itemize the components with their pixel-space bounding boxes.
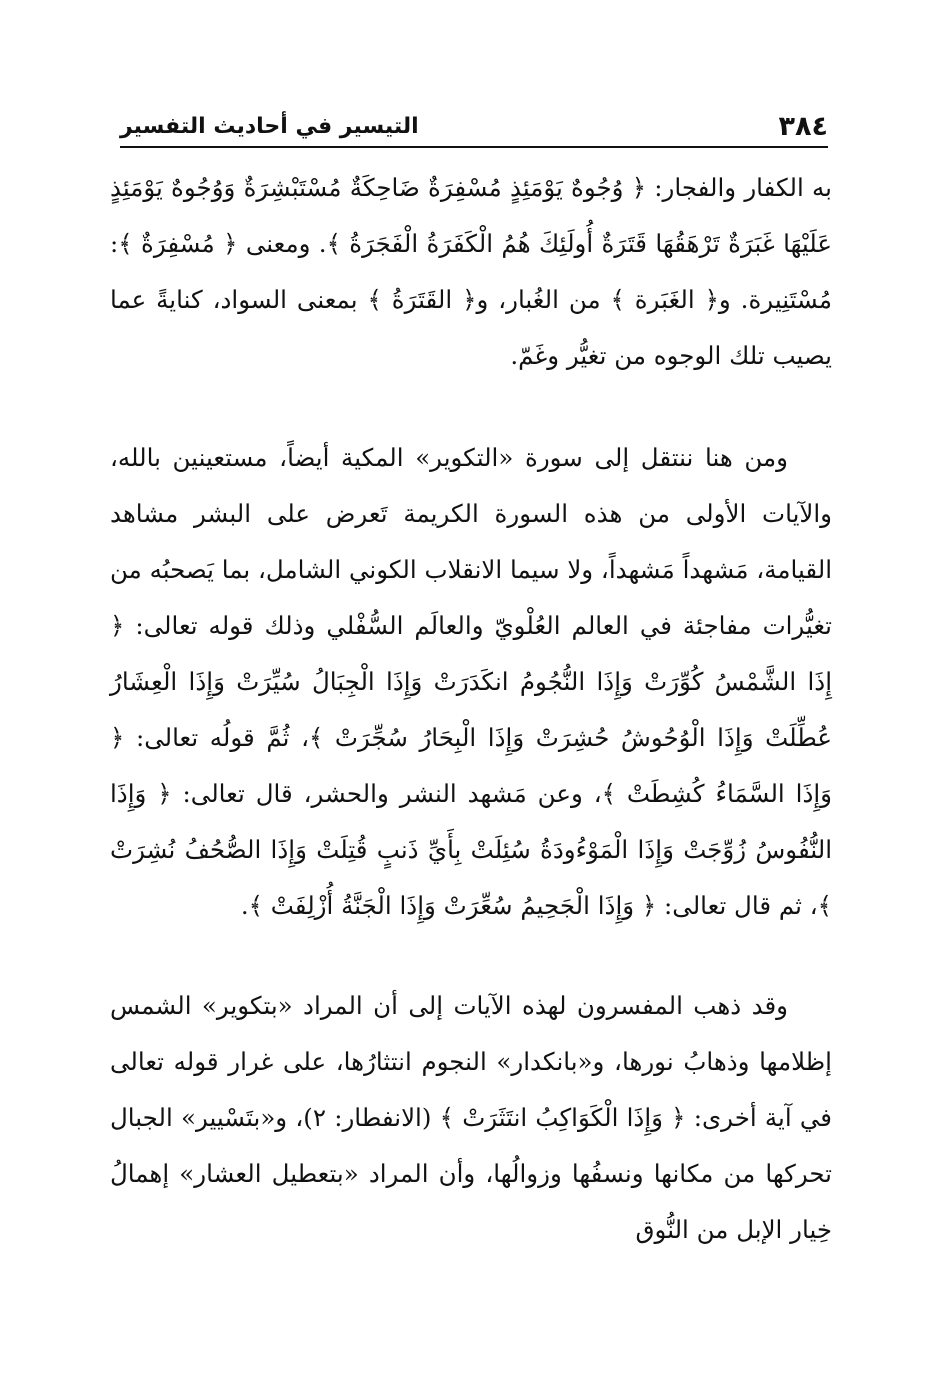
paragraph-3: وقد ذهب المفسرون لهذه الآيات إلى أن المراد «بتكوير» الشمس إظلامها وذهابُ نورها، و«بانكدار» النجوم انتثارُها، على غرار قوله تعالى في آية أخرى: ﴿ وَإِذَا الْكَوَاكِبُ انتَثَرَتْ ﴾ (الانفطار: ٢)، و«بتَسْيير» الجبال تحركها من مكانها ونسفُها وزوالُها، وأن المراد «بتعطيل العشار» إهمالُ خِيار الإبل من النُّوق	[110, 991, 832, 1244]
paragraph-1: به الكفار والفجار: ﴿ وُجُوهٌ يَوْمَئِذٍ مُسْفِرَةٌ ضَاحِكَةٌ مُسْتَبْشِرَةٌ وَوُجُوهٌ يَوْمَئِذٍ عَلَيْهَا غَبَرَةٌ تَرْهَقُهَا قَتَرَةٌ أُولَئِكَ هُمُ الْكَفَرَةُ الْفَجَرَةُ ﴾. ومعنى ﴿ مُسْفِرَةٌ ﴾: مُسْتَنِيرة. و﴿ الغَبَرة ﴾ من الغُبار، و﴿ القَتَرَةُ ﴾ بمعنى السواد، كنايةً عما يصيب تلك الوجوه من تغيُّر وغَمّ.	[110, 173, 832, 370]
page-number: ٣٨٤	[778, 111, 828, 142]
running-header	[120, 100, 828, 142]
body-text	[110, 160, 832, 1258]
running-title: التيسير في أحاديث التفسير	[120, 114, 419, 139]
paragraph-2: ومن هنا ننتقل إلى سورة «التكوير» المكية أيضاً، مستعينين بالله، والآيات الأولى من هذه السورة الكريمة تَعرض على البشر مشاهد القيامة، مَشهداً مَشهداً، ولا سيما الانقلاب الكوني الشامل، بما يَصحبُه من تغيُّرات مفاجئة في العالم العُلْويّ والعالَم السُّفْلي وذلك قوله تعالى: ﴿ إِذَا الشَّمْسُ كُوِّرَتْ وَإِذَا النُّجُومُ انكَدَرَتْ وَإِذَا الْجِبَالُ سُيِّرَتْ وَإِذَا الْعِشَارُ عُطِّلَتْ وَإِذَا الْوُحُوشُ حُشِرَتْ وَإِذَا الْبِحَارُ سُجِّرَتْ ﴾، ثُمَّ قولُه تعالى: ﴿ وَإِذَا السَّمَاءُ كُشِطَتْ ﴾، وعن مَشهد النشر والحشر، قال تعالى: ﴿ وَإِذَا النُّفُوسُ زُوِّجَتْ وَإِذَا الْمَوْءُودَةُ سُئِلَتْ بِأَيِّ ذَنبٍ قُتِلَتْ وَإِذَا الصُّحُفُ نُشِرَتْ ﴾، ثم قال تعالى: ﴿ وَإِذَا الْجَحِيمُ سُعِّرَتْ وَإِذَا الْجَنَّةُ أُزْلِفَتْ ﴾.	[110, 443, 832, 920]
header-rule	[120, 146, 828, 148]
